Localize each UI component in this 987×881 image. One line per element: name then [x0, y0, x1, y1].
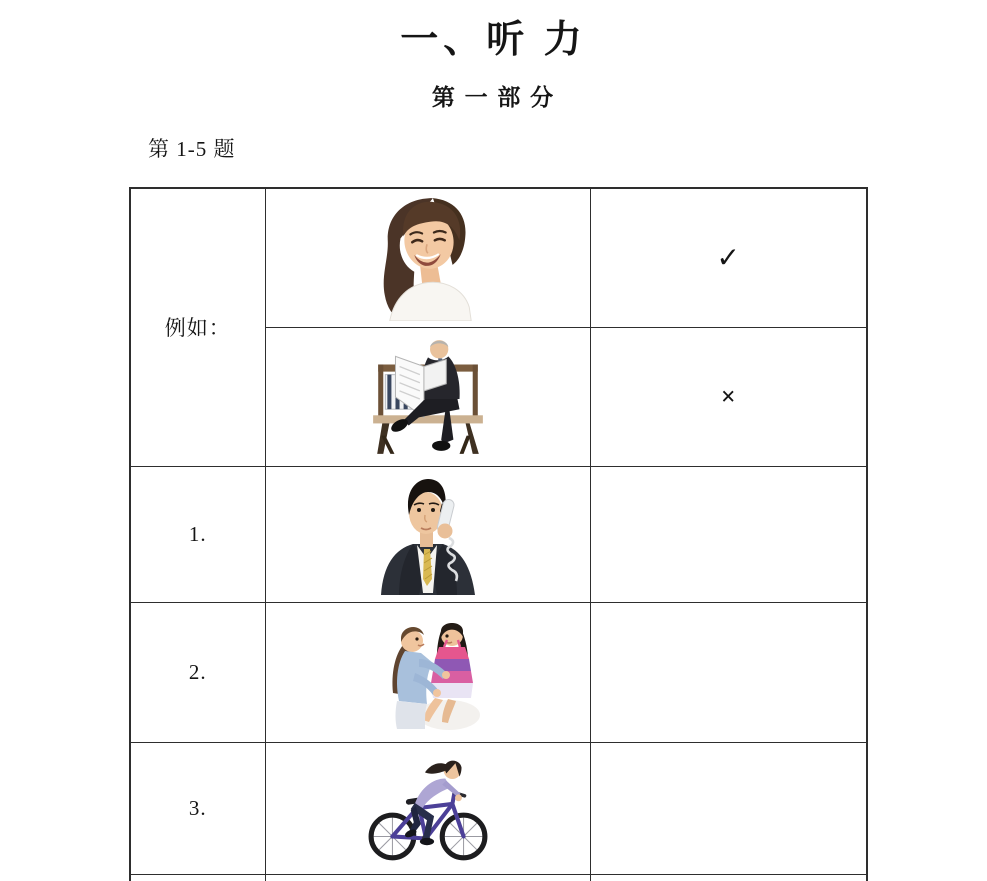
example-image-cell-1 — [265, 188, 590, 327]
page-title: 一、听 力 — [400, 19, 587, 61]
man-reading-newspaper-on-bench-photo — [368, 334, 488, 460]
woman-riding-bicycle-photo — [365, 749, 491, 867]
example-row-a — [130, 188, 867, 327]
question-row-2 — [130, 602, 867, 742]
cross-mark: × — [720, 382, 736, 411]
man-in-suit-talking-on-phone-photo — [379, 473, 477, 595]
question-number: 2. — [188, 659, 207, 684]
question-number: 3. — [188, 795, 207, 820]
question-number-cell — [130, 874, 265, 881]
mother-playing-with-daughter-photo — [375, 610, 481, 734]
listening-question-table — [129, 187, 868, 881]
question-image-cell — [265, 742, 590, 874]
question-number-cell — [130, 466, 265, 602]
question-image-cell — [265, 874, 590, 881]
answer-cell — [590, 602, 867, 742]
example-answer-cell-1 — [590, 188, 867, 327]
question-image-cell — [265, 602, 590, 742]
question-image-cell — [265, 466, 590, 602]
answer-cell — [590, 742, 867, 874]
question-number-cell — [130, 602, 265, 742]
question-number-cell — [130, 742, 265, 874]
section-title: 第 一 部 分 — [431, 85, 556, 110]
check-mark: ✓ — [716, 242, 740, 274]
example-image-cell-2 — [265, 327, 590, 466]
smiling-woman-photo — [374, 195, 482, 321]
question-row-partial — [130, 874, 867, 881]
question-row-1 — [130, 466, 867, 602]
question-number: 1. — [188, 521, 207, 546]
answer-cell — [590, 874, 867, 881]
example-label: 例如： — [164, 316, 231, 341]
question-row-3 — [130, 742, 867, 874]
question-range-label: 第 1-5 题 — [148, 137, 236, 161]
example-label-cell — [130, 188, 265, 466]
example-answer-cell-2 — [590, 327, 867, 466]
answer-cell — [590, 466, 867, 602]
